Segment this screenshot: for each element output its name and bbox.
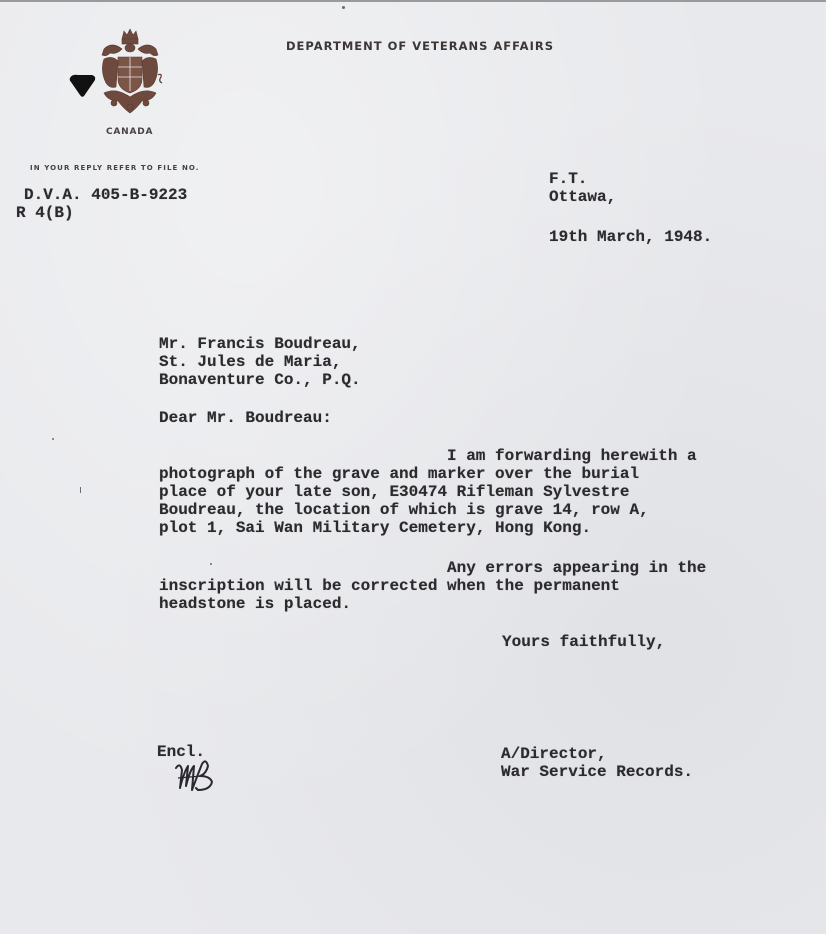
body-paragraph-1-line: Boudreau, the location of which is grave 14, row A, <box>159 501 649 519</box>
country-label: CANADA <box>106 127 154 137</box>
body-paragraph-2-line: Any errors appearing in the <box>447 559 707 577</box>
body-paragraph-1-line: place of your late son, E30474 Rifleman Sylvestre <box>159 483 630 501</box>
closing: Yours faithfully, <box>502 633 666 651</box>
letter-date: 19th March, 1948. <box>549 228 713 246</box>
paper-speck <box>342 6 345 9</box>
paper-speck <box>52 438 54 440</box>
sender-initials: F.T. <box>549 170 588 188</box>
signatory-title: A/Director, <box>501 745 607 763</box>
body-paragraph-2-line: headstone is placed. <box>159 595 352 613</box>
body-paragraph-1-line: I am forwarding herewith a <box>447 447 697 465</box>
reply-reference-label: IN YOUR REPLY REFER TO FILE NO. <box>30 164 200 172</box>
coat-of-arms-icon <box>96 27 164 117</box>
sender-city: Ottawa, <box>549 188 617 206</box>
paper-speck <box>80 487 81 493</box>
body-paragraph-2-line: inscription will be corrected when the permanent <box>159 577 620 595</box>
handwritten-initials-icon <box>172 754 222 794</box>
enclosure-note: Encl. <box>157 743 206 761</box>
recipient-address-line1: St. Jules de Maria, <box>159 353 342 371</box>
punch-hole <box>68 72 98 98</box>
recipient-name: Mr. Francis Boudreau, <box>159 335 361 353</box>
body-paragraph-1-line: photograph of the grave and marker over the burial <box>159 465 640 483</box>
body-paragraph-1-line: plot 1, Sai Wan Military Cemetery, Hong Kong. <box>159 519 592 537</box>
file-reference-secondary: R 4(B) <box>16 204 74 222</box>
department-letterhead: DEPARTMENT OF VETERANS AFFAIRS <box>286 39 554 53</box>
file-reference-number: D.V.A. 405-B-9223 <box>24 186 188 204</box>
paper-speck <box>210 563 212 565</box>
recipient-address-line2: Bonaventure Co., P.Q. <box>159 371 361 389</box>
page-edge <box>0 0 826 2</box>
salutation: Dear Mr. Boudreau: <box>159 409 332 427</box>
signatory-office: War Service Records. <box>501 763 694 781</box>
